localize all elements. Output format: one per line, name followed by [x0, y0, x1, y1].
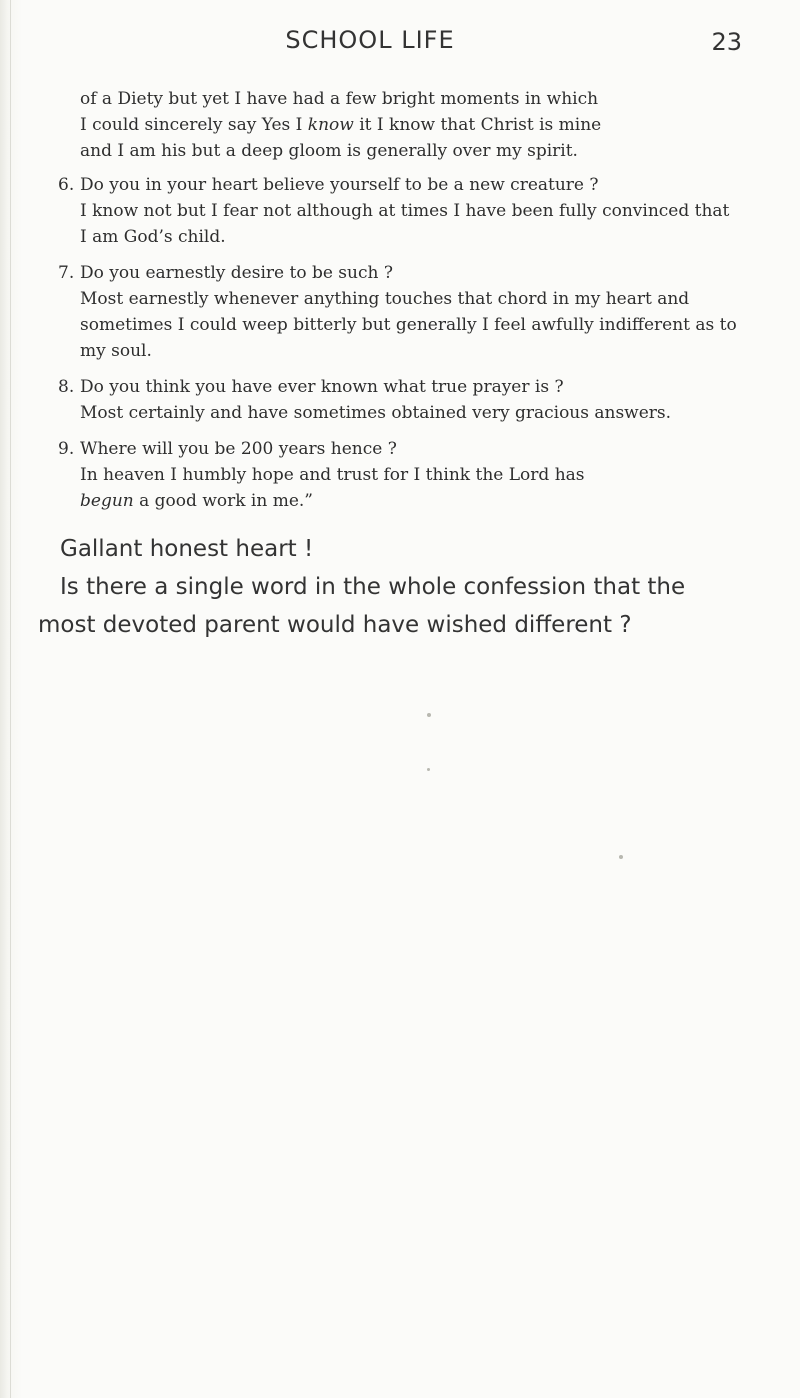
- paper-speck: [427, 768, 430, 771]
- answer-text: Most certainly and have sometimes obtained very gracious answers.: [80, 403, 672, 423]
- opening-line-2-end: it I know that Christ is mine: [353, 115, 602, 135]
- question-7: [58, 260, 740, 364]
- question-number: 6.: [58, 175, 75, 195]
- closing-paragraph: [38, 530, 742, 644]
- closing-line-2: Is there a single word in the whole confession that the: [60, 574, 686, 600]
- emphasis-know: know: [307, 115, 354, 135]
- question-text: [58, 260, 740, 286]
- answer-text: I know not but I fear not although at times I have been fully convinced that I am God’s child.: [80, 201, 730, 247]
- closing-line-1: Gallant honest heart !: [60, 536, 314, 562]
- answer-text: Most earnestly whenever anything touches that chord in my heart and sometimes I could weep bitterly but generally I feel awfully indifferent as to my soul.: [80, 289, 737, 361]
- question-body: Do you in your heart believe yourself to be a new creature ?: [80, 175, 599, 195]
- question-9: [58, 436, 740, 514]
- question-text: [58, 374, 740, 400]
- body-text: [58, 86, 740, 524]
- question-body: Do you earnestly desire to be such ?: [80, 263, 393, 283]
- question-body: Where will you be 200 years hence ?: [80, 439, 397, 459]
- question-number: 7.: [58, 263, 75, 283]
- answer-line-2: [80, 488, 740, 514]
- closing-line-3: most devoted parent would have wished different ?: [38, 612, 632, 638]
- question-text: [58, 436, 740, 462]
- opening-line-1: of a Diety but yet I have had a few bright moments in which: [80, 89, 599, 109]
- question-number: 8.: [58, 377, 75, 397]
- page-number: 23: [711, 28, 742, 56]
- answer-line-2-end: a good work in me.”: [133, 491, 313, 511]
- question-8: [58, 374, 740, 426]
- question-number: 9.: [58, 439, 75, 459]
- opening-paragraph: [80, 86, 740, 164]
- opening-line-2-start: I could sincerely say Yes I: [80, 115, 308, 135]
- emphasis-begun: begun: [80, 491, 134, 511]
- answer-text: [80, 462, 740, 514]
- question-text: [58, 172, 740, 198]
- opening-line-2: [80, 112, 740, 138]
- question-body: Do you think you have ever known what true prayer is ?: [80, 377, 564, 397]
- paper-speck: [619, 855, 623, 859]
- answer-line-1: In heaven I humbly hope and trust for I think the Lord has: [80, 465, 585, 485]
- running-head: [0, 26, 800, 62]
- page-gutter: [10, 0, 11, 1398]
- opening-line-3: and I am his but a deep gloom is generally over my spirit.: [80, 141, 578, 161]
- question-6: [58, 172, 740, 250]
- paper-speck: [427, 713, 431, 717]
- running-title: SCHOOL LIFE: [285, 26, 455, 54]
